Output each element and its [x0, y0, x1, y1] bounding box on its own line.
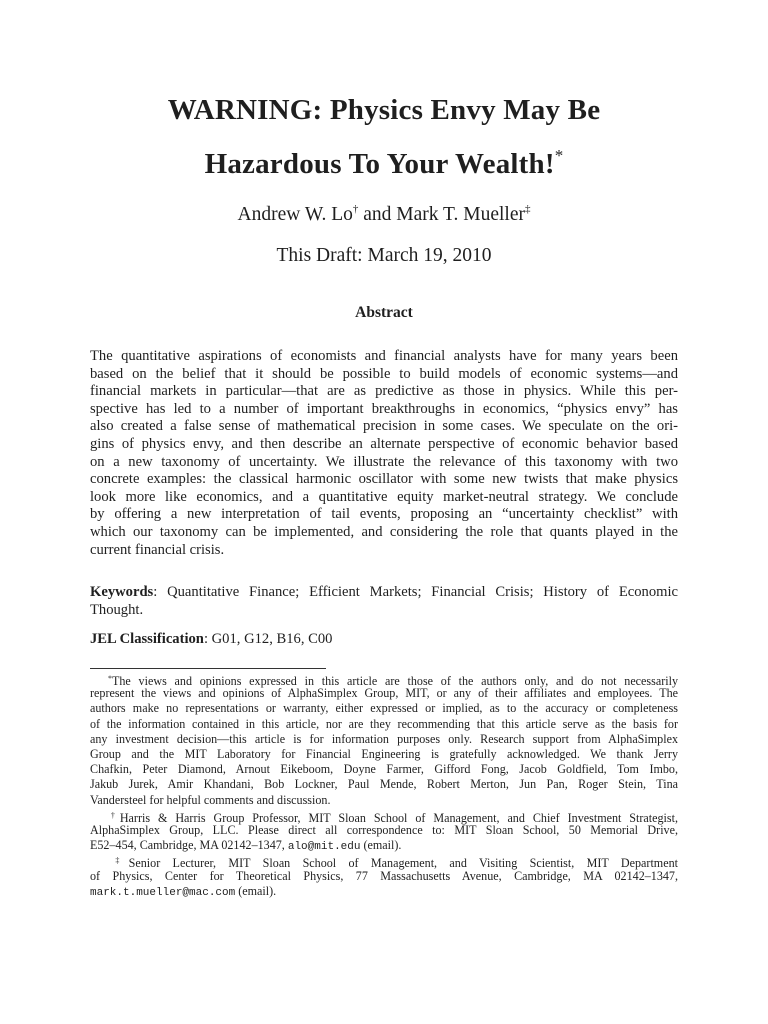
footnote-3-line: [90, 853, 678, 871]
footnote-1-line: of the information contained in this article, nor are they recommending that this article serve as the basis for: [90, 716, 678, 731]
footnote-1-mark: *: [108, 674, 112, 683]
draft-date-text: This Draft: March 19, 2010: [276, 245, 492, 266]
abstract-line: on a new taxonomy of uncertainty. We illustrate the relevance of this taxonomy with two: [90, 453, 678, 470]
paper-title-line-2: [0, 146, 768, 181]
jel-label: JEL Classification: [90, 631, 204, 647]
author-connector: and: [358, 204, 397, 225]
abstract-line: spective has led to a number of important breakthroughs in economics, “physics envy” has: [90, 400, 678, 417]
author-mueller-mark: ‡: [524, 203, 531, 215]
draft-date: [0, 245, 768, 267]
footnote-1-line: Jakub Jurek, Amir Khandani, Bob Lockner, Paul Mende, Robert Merton, Jun Pan, Roger Stein, Tina: [90, 777, 678, 792]
keywords-label: Keywords: [90, 584, 154, 600]
jel-classification: [90, 631, 678, 649]
footnote-2-line: [90, 808, 678, 823]
footnote-1-text: The views and opinions expressed in this article are those of the authors only, and do not necessarily: [112, 674, 678, 688]
author-lo-mark: †: [352, 203, 359, 215]
abstract-heading-text: Abstract: [355, 304, 413, 321]
lo-email-link[interactable]: alo@mit.edu: [287, 841, 361, 854]
footnote-1-line: Group and the MIT Laboratory for Financial Engineering is gratefully acknowledged. We thank Jerry: [90, 747, 678, 761]
abstract-line: current financial crisis.: [90, 541, 225, 558]
author-mueller: Mark T. Mueller: [396, 204, 525, 225]
title-text-2: Hazardous To Your Wealth!: [204, 148, 555, 180]
footnote-1-line: Vandersteel for helpful comments and discussion.: [90, 792, 331, 807]
author-lo: Andrew W. Lo: [237, 204, 353, 225]
paper-title-line-1: [0, 94, 768, 127]
author-line: [0, 203, 768, 226]
abstract-line: concrete examples: the classical harmonic oscillator with some new twists that make physics: [90, 471, 678, 488]
footnote-1-line: authors make no representations or warranty, either expressed or implied, as to the accuracy or completeness: [90, 701, 678, 716]
abstract-line: also created a false sense of mathematical precision in some cases. We speculate on the ori-: [90, 418, 678, 435]
abstract-line: look more like economics, and a quantitative equity market-neutral strategy. We conclude: [90, 488, 678, 505]
jel-value: : G01, G12, B16, C00: [203, 631, 333, 647]
footnote-1-line: Chafkin, Peter Diamond, Arnout Eikeboom, Doyne Farmer, Gifford Fong, Jacob Goldfield, Tom Imbo,: [90, 762, 678, 777]
keywords-text: : Quantitative Finance; Efficient Markets; Financial Crisis; History of Economic: [153, 584, 678, 600]
abstract-heading: [0, 304, 768, 322]
footnote-rule: [90, 668, 326, 669]
footnote-2-line: AlphaSimplex Group, LLC. Please direct all correspondence to: MIT Sloan School, 50 Memorial Drive,: [90, 823, 678, 837]
footnote-2-line: [90, 838, 678, 853]
footnote-2-mark: †: [106, 810, 120, 820]
footnote-2-address: E52–454, Cambridge, MA 02142–1347,: [90, 838, 288, 853]
footnote-2-tail: (email).: [360, 838, 402, 853]
abstract-line: gins of physics envy, and then describe an alternate perspective of economic behavior based: [90, 436, 678, 452]
keywords-line-1: [90, 584, 678, 602]
abstract-line: which our taxonomy can be implemented, and considering the role that quants played in the: [90, 524, 678, 540]
abstract-line: The quantitative aspirations of economists and financial analysts have for many years been: [90, 348, 678, 364]
footnote-1-line: any investment decision—this article is for information purposes only. Research support from AlphaSimplex: [90, 731, 678, 746]
footnote-3-line: of Physics, Center for Theoretical Physics, 77 Massachusetts Avenue, Cambridge, MA 02142–1347,: [90, 868, 678, 883]
abstract-line: based on the belief that it should be possible to build models of economic systems—and: [90, 365, 678, 382]
abstract-line: financial markets in particular—that are as predictive as those in physics. While this per-: [90, 383, 678, 400]
footnote-3-mark: ‡: [106, 856, 129, 866]
footnote-1-line: [90, 671, 678, 686]
footnote-3-line: [90, 884, 678, 899]
abstract-line: by offering a new interpretation of tail events, proposing an “uncertainty checklist” with: [90, 506, 678, 523]
mueller-email-link[interactable]: mark.t.mueller@mac.com: [90, 886, 236, 899]
footnote-1-line: represent the views and opinions of AlphaSimplex Group, MIT, or any of their affiliates and employees. The: [90, 686, 678, 701]
title-footnote-mark: *: [554, 146, 564, 165]
title-text-1: WARNING: Physics Envy May Be: [167, 94, 601, 126]
footnote-2-text: Harris & Harris Group Professor, MIT Sloan School of Management, and Chief Investment Strategist,: [119, 810, 679, 825]
keywords-line-2: Thought.: [90, 601, 144, 618]
footnote-3-tail: (email).: [235, 883, 277, 898]
footnote-3-text: Senior Lecturer, MIT Sloan School of Management, and Visiting Scientist, MIT Department: [128, 856, 678, 871]
